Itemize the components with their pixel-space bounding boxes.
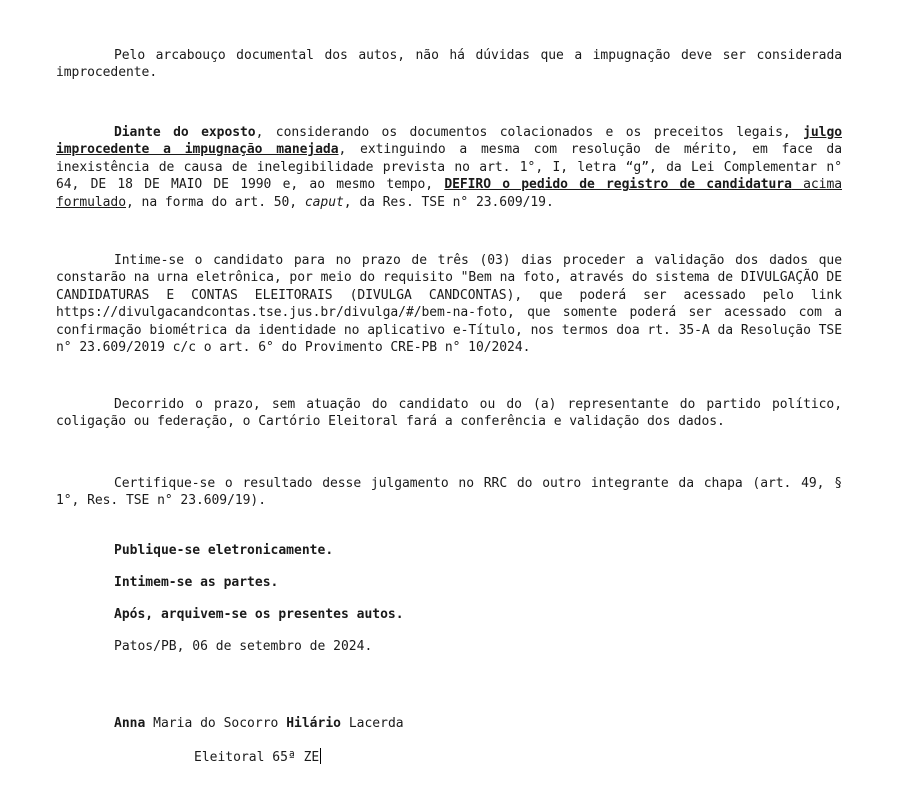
signature-name-middle: Maria do Socorro: [145, 716, 287, 731]
paragraph-certify: [56, 475, 842, 510]
signature-name-last: Lacerda: [341, 716, 404, 731]
signature-name-hilario: Hilário: [286, 716, 341, 731]
archive-line: Após, arquivem-se os presentes autos.: [114, 607, 404, 622]
signature-name-first: Anna: [114, 716, 146, 731]
paragraph-summons-text: Intime-se o candidato para no prazo de três (03) dias proceder a validação dos dados que constarão na urna eletrônica, por meio do requisito "Bem na foto, através do sistema de DIVULGAÇÃO DE CANDIDATURAS E CONTAS ELEITORAIS (DIVULGA CANDCONTAS), que poderá ser acessado pelo link https://divulgacandcontas.tse.jus.br/divulga/#/bem-na-foto, que somente poderá ser acessado com a confirmação biométrica da identidade no aplicativo e-Título, nos termos doa rt. 35-A da Resolução TSE n° 23.609/2019 c/c o art. 6° do Provimento CRE-PB n° 10/2024.: [56, 253, 842, 356]
paragraph-conclusion-text: Pelo arcabouço documental dos autos, não há dúvidas que a impugnação deve ser considerada improcedente.: [56, 48, 842, 81]
decision-text-1: , considerando os documentos colacionados e os preceitos legais,: [255, 125, 804, 140]
signature-name: [114, 715, 404, 732]
signature-role-text: Eleitoral 65ª ZE: [194, 750, 320, 765]
place-date-line: Patos/PB, 06 de setembro de 2024.: [114, 639, 373, 654]
publish-line: Publique-se eletronicamente.: [114, 543, 334, 558]
paragraph-deadline-text: Decorrido o prazo, sem atuação do candidato ou do (a) representante do partido político, coligação ou federação, o Cartório Eleitoral fará a conferência e validação dos dados.: [56, 397, 842, 430]
decision-lead: Diante do exposto: [114, 125, 256, 140]
decision-caput: caput: [304, 194, 344, 210]
text-cursor: [320, 748, 321, 764]
paragraph-conclusion: [56, 47, 842, 82]
notify-parties-line: Intimem-se as partes.: [114, 575, 279, 590]
paragraph-certify-text: Certifique-se o resultado desse julgamento no RRC do outro integrante da chapa (art. 49, § 1°, Res. TSE n° 23.609/19).: [56, 476, 842, 509]
paragraph-summons: [56, 252, 842, 356]
decision-judgment: julgo improcedente a impugnação manejada: [56, 125, 842, 158]
decision-deferral: DEFIRO o pedido de registro de candidatura: [444, 177, 792, 193]
decision-text-2: , extinguindo a mesma com resolução de mérito, em face da inexistência de causa de inelegibilidade prevista no art. 1°, I, letra “g”, da Lei Complementar n° 64, DE 18 DE MAIO DE 1990 e, ao mesmo tempo,: [56, 142, 842, 193]
decision-text-3: , na forma do art. 50,: [126, 194, 305, 210]
signature-role: [194, 748, 321, 766]
decision-deferral-tail: acima formulado: [56, 177, 843, 210]
decision-text-4: , da Res. TSE n° 23.609/19.: [343, 194, 554, 210]
paragraph-deadline: [56, 396, 842, 431]
paragraph-decision: [56, 124, 842, 211]
